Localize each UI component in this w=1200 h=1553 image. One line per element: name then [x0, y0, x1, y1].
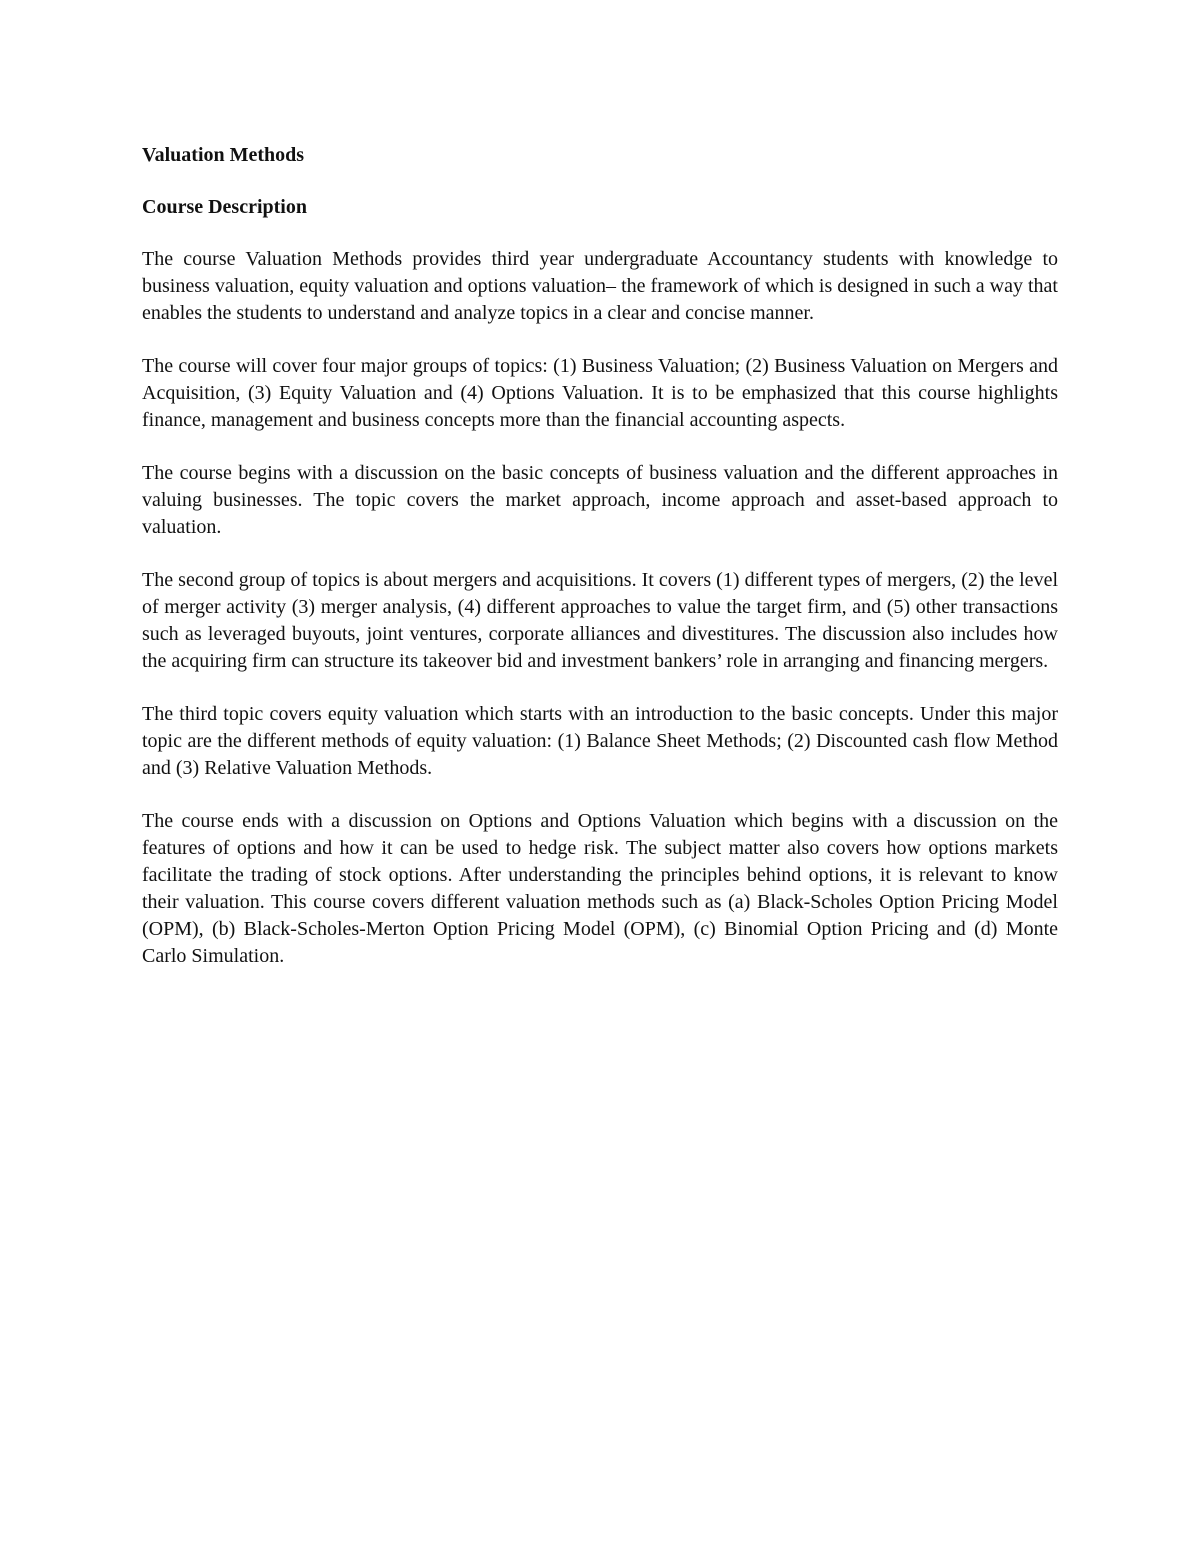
paragraph-topic-groups: The course will cover four major groups of topics: (1) Business Valuation; (2) Business Valuation on Mergers and Acquisition, (3) Equity Valuation and (4) Options Valuation. It is to be emphasized that this course highlights finance, management and business concepts more than the financial accounting aspects. [142, 355, 1058, 431]
paragraph-equity-valuation: The third topic covers equity valuation which starts with an introduction to the basic concepts. Under this major topic are the different methods of equity valuation: (1) Balance Sheet Methods; (2) Discounted cash flow Method and (3) Relative Valuation Methods. [142, 703, 1058, 779]
paragraph-options-valuation: The course ends with a discussion on Options and Options Valuation which begins with a discussion on the features of options and how it can be used to hedge risk. The subject matter also covers how options markets facilitate the trading of stock options. After understanding the principles behind options, it is relevant to know their valuation. This course covers different valuation methods such as (a) Black-Scholes Option Pricing Model (OPM), (b) Black-Scholes-Merton Option Pricing Model (OPM), (c) Binomial Option Pricing and (d) Monte Carlo Simulation. [142, 810, 1058, 967]
paragraph-course-overview: The course Valuation Methods provides third year undergraduate Accountancy students with knowledge to business valuation, equity valuation and options valuation– the framework of which is designed in such a way that enables the students to understand and analyze topics in a clear and concise manner. [142, 248, 1058, 324]
document-title: Valuation Methods [142, 144, 305, 166]
paragraph-mergers-acquisitions: The second group of topics is about mergers and acquisitions. It covers (1) different types of mergers, (2) the level of merger activity (3) merger analysis, (4) different approaches to value the target firm, and (5) other transactions such as leveraged buyouts, joint ventures, corporate alliances and divestitures. The discussion also includes how the acquiring firm can structure its takeover bid and investment bankers’ role in arranging and financing mergers. [142, 569, 1058, 672]
document-body [142, 142, 1058, 996]
section-heading-course-description: Course Description [142, 196, 307, 218]
paragraph-business-valuation: The course begins with a discussion on the basic concepts of business valuation and the different approaches in valuing businesses. The topic covers the market approach, income approach and asset-based approach to valuation. [142, 462, 1058, 538]
